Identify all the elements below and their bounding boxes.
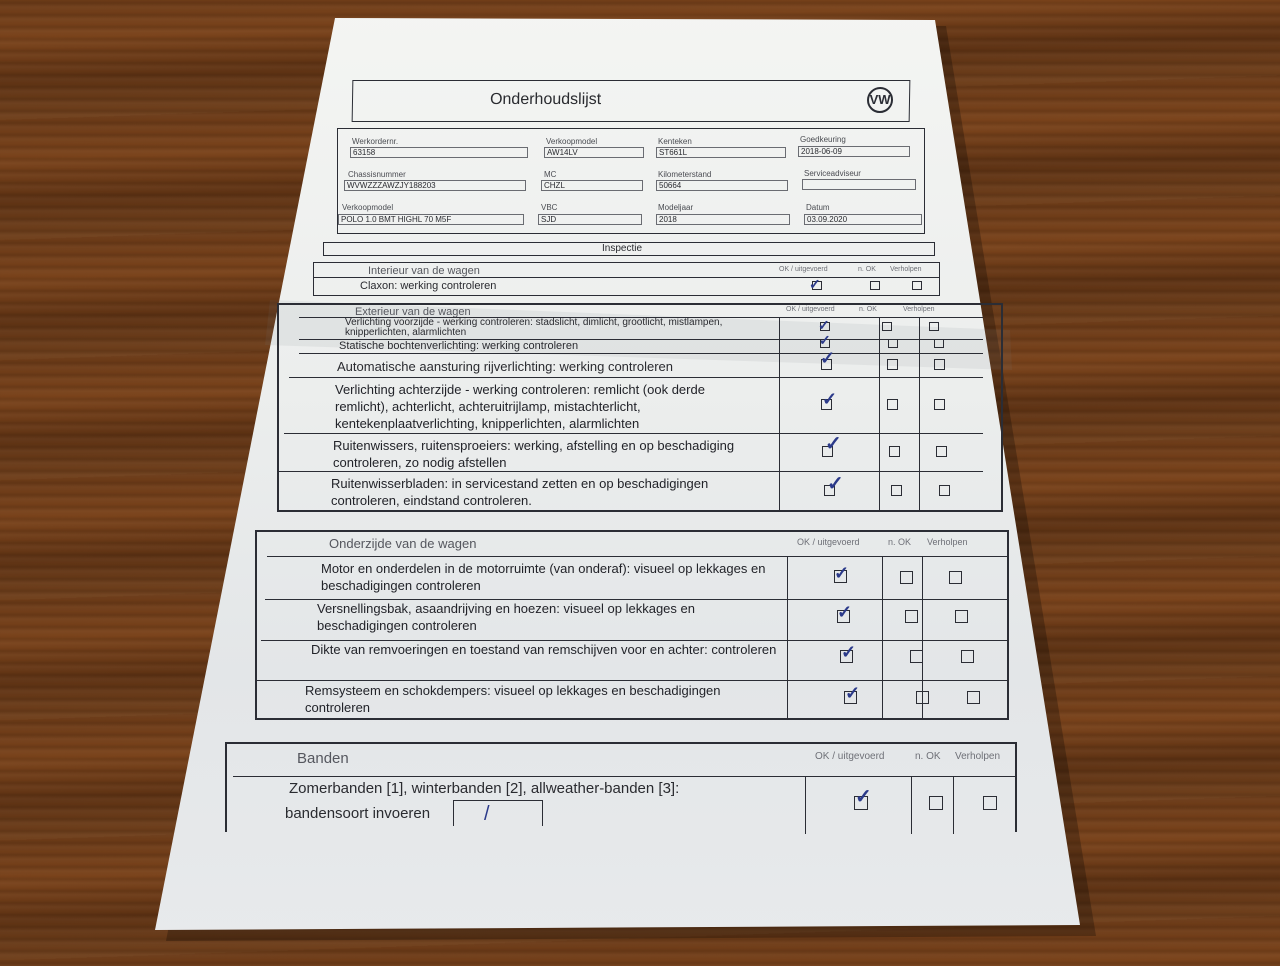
checkmark-icon: ✓: [822, 389, 838, 409]
col-ok-header: OK / uitgevoerd: [786, 306, 835, 313]
checkmark-icon: ✓: [841, 642, 857, 662]
exterieur-item-3: Automatische aansturing rijverlichting: werking controleren: [337, 359, 673, 374]
checkbox-fix[interactable]: [934, 399, 945, 410]
goedkeuring-label: Goedkeuring: [800, 135, 846, 144]
col-ok-header: OK / uitgevoerd: [779, 266, 828, 273]
vbc-field: SJD: [538, 214, 642, 225]
divider: [279, 471, 983, 472]
verkoopmodel2-label: Verkoopmodel: [342, 203, 394, 212]
interieur-section: [313, 262, 940, 296]
checkbox-fix[interactable]: [934, 339, 944, 348]
km-label: Kilometerstand: [658, 170, 712, 179]
checkbox-fix[interactable]: [949, 571, 962, 584]
exterieur-item-6: Ruitenwisserbladen: in servicestand zetten en op beschadigingen controleren, eindstand controleren.: [331, 476, 709, 508]
onderzijde-item-2: Versnellingsbak, asaandrijving en hoezen: visueel op lekkages en beschadigingen controleren: [317, 601, 695, 633]
mc-field: CHZL: [541, 180, 643, 191]
exterieur-section: [277, 303, 1003, 512]
col-nok-header: n. OK: [915, 751, 941, 762]
col-fix-header: Verholpen: [890, 266, 922, 273]
mc-label: MC: [544, 170, 557, 179]
werkordernr-label: Werkordernr.: [352, 137, 399, 146]
col-nok-header: n. OK: [859, 306, 877, 313]
checkbox-fix[interactable]: [912, 281, 922, 290]
vw-logo-icon: VW: [867, 87, 893, 113]
datum-label: Datum: [806, 203, 830, 212]
col-nok-header: n. OK: [888, 537, 912, 547]
col-divider: [787, 556, 788, 720]
col-divider: [919, 317, 920, 512]
checkmark-icon: ✓: [820, 348, 836, 368]
col-divider: [911, 776, 912, 834]
chassis-field: WVWZZZAWZJY188203: [344, 180, 526, 191]
checkbox-fix[interactable]: [929, 322, 939, 331]
km-field: 50664: [656, 180, 788, 191]
onderzijde-item-3: Dikte van remvoeringen en toestand van remschijven voor en achter: controleren: [311, 642, 777, 657]
kenteken-label: Kenteken: [658, 137, 692, 146]
col-divider: [882, 556, 883, 720]
service-label: Serviceadviseur: [804, 169, 861, 178]
modeljaar-field: 2018: [656, 214, 790, 225]
checkbox-fix[interactable]: [939, 485, 950, 496]
kenteken-field: ST661L: [656, 147, 786, 158]
inspectie-label: Inspectie: [602, 243, 643, 254]
werkordernr-field: 63158: [350, 147, 528, 158]
checkbox-fix[interactable]: [961, 650, 974, 663]
checkmark-icon: ✓: [837, 602, 853, 622]
bandensoort-value: /: [484, 803, 490, 825]
checkbox-fix[interactable]: [936, 446, 947, 457]
exterieur-title: Exterieur van de wagen: [355, 306, 471, 318]
verkoopmodel-label: Verkoopmodel: [546, 137, 598, 146]
checkbox-nok[interactable]: [882, 322, 892, 331]
checkbox-nok[interactable]: [929, 796, 943, 810]
checkmark-icon: ✓: [834, 563, 850, 583]
interieur-title: Interieur van de wagen: [368, 265, 480, 277]
exterieur-item-5: Ruitenwissers, ruitensproeiers: werking, afstelling en op beschadiging controleren, zo nodig afstellen: [333, 438, 735, 470]
col-fix-header: Verholpen: [903, 306, 935, 313]
claxon-item: Claxon: werking controleren: [360, 280, 497, 292]
checkbox-nok[interactable]: [910, 650, 923, 663]
col-divider: [779, 317, 780, 512]
checkbox-fix[interactable]: [934, 359, 945, 370]
service-field: [802, 179, 916, 190]
checkbox-nok[interactable]: [900, 571, 913, 584]
checkbox-nok[interactable]: [891, 485, 902, 496]
checkmark-icon: ✓: [809, 276, 821, 292]
banden-item: Zomerbanden [1], winterbanden [2], allweather-banden [3]:: [289, 780, 680, 797]
exterieur-item-2: Statische bochtenverlichting: werking controleren: [339, 340, 579, 352]
col-divider: [953, 776, 954, 834]
checkbox-nok[interactable]: [916, 691, 929, 704]
divider: [284, 433, 983, 434]
page-title: Onderhoudslijst: [489, 91, 602, 108]
title-box: [352, 80, 911, 122]
checkbox-nok[interactable]: [889, 446, 900, 457]
checkmark-icon: ✓: [845, 683, 861, 703]
goedkeuring-field: 2018-06-09: [798, 146, 910, 157]
checkbox-fix[interactable]: [983, 796, 997, 810]
col-fix-header: Verholpen: [927, 537, 968, 547]
checkmark-icon: ✓: [855, 786, 872, 808]
divider: [233, 776, 1017, 777]
exterieur-item-4: Verlichting achterzijde - werking controleren: remlicht (ook derde remlicht), achterlicht, achteruitrijlamp, mistachterlicht, kentekenplaatverlichting, knipperlichten, alarmlichten: [335, 382, 705, 431]
divider: [267, 556, 1009, 557]
banden-item-2: bandensoort invoeren: [285, 805, 431, 822]
chassis-label: Chassisnummer: [348, 170, 406, 179]
divider: [289, 377, 983, 378]
checkbox-nok[interactable]: [887, 359, 898, 370]
checkmark-icon: ✓: [818, 317, 830, 333]
checkbox-nok[interactable]: [905, 610, 918, 623]
vbc-label: VBC: [541, 203, 558, 212]
checkbox-nok[interactable]: [888, 339, 898, 348]
col-fix-header: Verholpen: [955, 751, 1001, 762]
col-divider: [879, 317, 880, 512]
inspectie-bar: [323, 242, 935, 256]
checkmark-icon: ✓: [819, 332, 831, 348]
info-box: [337, 128, 925, 234]
onderzijde-title: Onderzijde van de wagen: [329, 536, 477, 551]
col-ok-header: OK / uitgevoerd: [797, 537, 860, 547]
divider: [257, 680, 1009, 681]
checkbox-nok[interactable]: [887, 399, 898, 410]
checkmark-icon: ✓: [827, 473, 844, 495]
exterieur-item-1: Verlichting voorzijde - werking controleren: stadslicht, dimlicht, grootlicht, mistlampen, knipperlichten, alarmlichten: [345, 317, 723, 338]
divider: [299, 353, 983, 354]
checkbox-fix[interactable]: [967, 691, 980, 704]
col-ok-header: OK / uitgevoerd: [815, 751, 885, 762]
col-divider: [805, 776, 806, 834]
bandensoort-input[interactable]: [453, 800, 543, 826]
banden-section: [225, 742, 1017, 832]
verkoopmodel-field: AW14LV: [544, 147, 644, 158]
col-nok-header: n. OK: [858, 266, 876, 273]
checkbox-fix[interactable]: [955, 610, 968, 623]
onderzijde-item-4: Remsysteem en schokdempers: visueel op lekkages en beschadigingen controleren: [305, 683, 721, 715]
onderzijde-item-1: Motor en onderdelen in de motorruimte (van onderaf): visueel op lekkages en beschadigingen controleren: [321, 561, 766, 593]
banden-title: Banden: [297, 750, 349, 767]
verkoopmodel2-field: POLO 1.0 BMT HIGHL 70 M5F: [338, 214, 524, 225]
datum-field: 03.09.2020: [804, 214, 922, 225]
modeljaar-label: Modeljaar: [658, 203, 694, 212]
checkbox-nok[interactable]: [870, 281, 880, 290]
checkmark-icon: ✓: [825, 433, 842, 455]
divider: [314, 277, 939, 278]
onderzijde-section: [255, 530, 1009, 720]
